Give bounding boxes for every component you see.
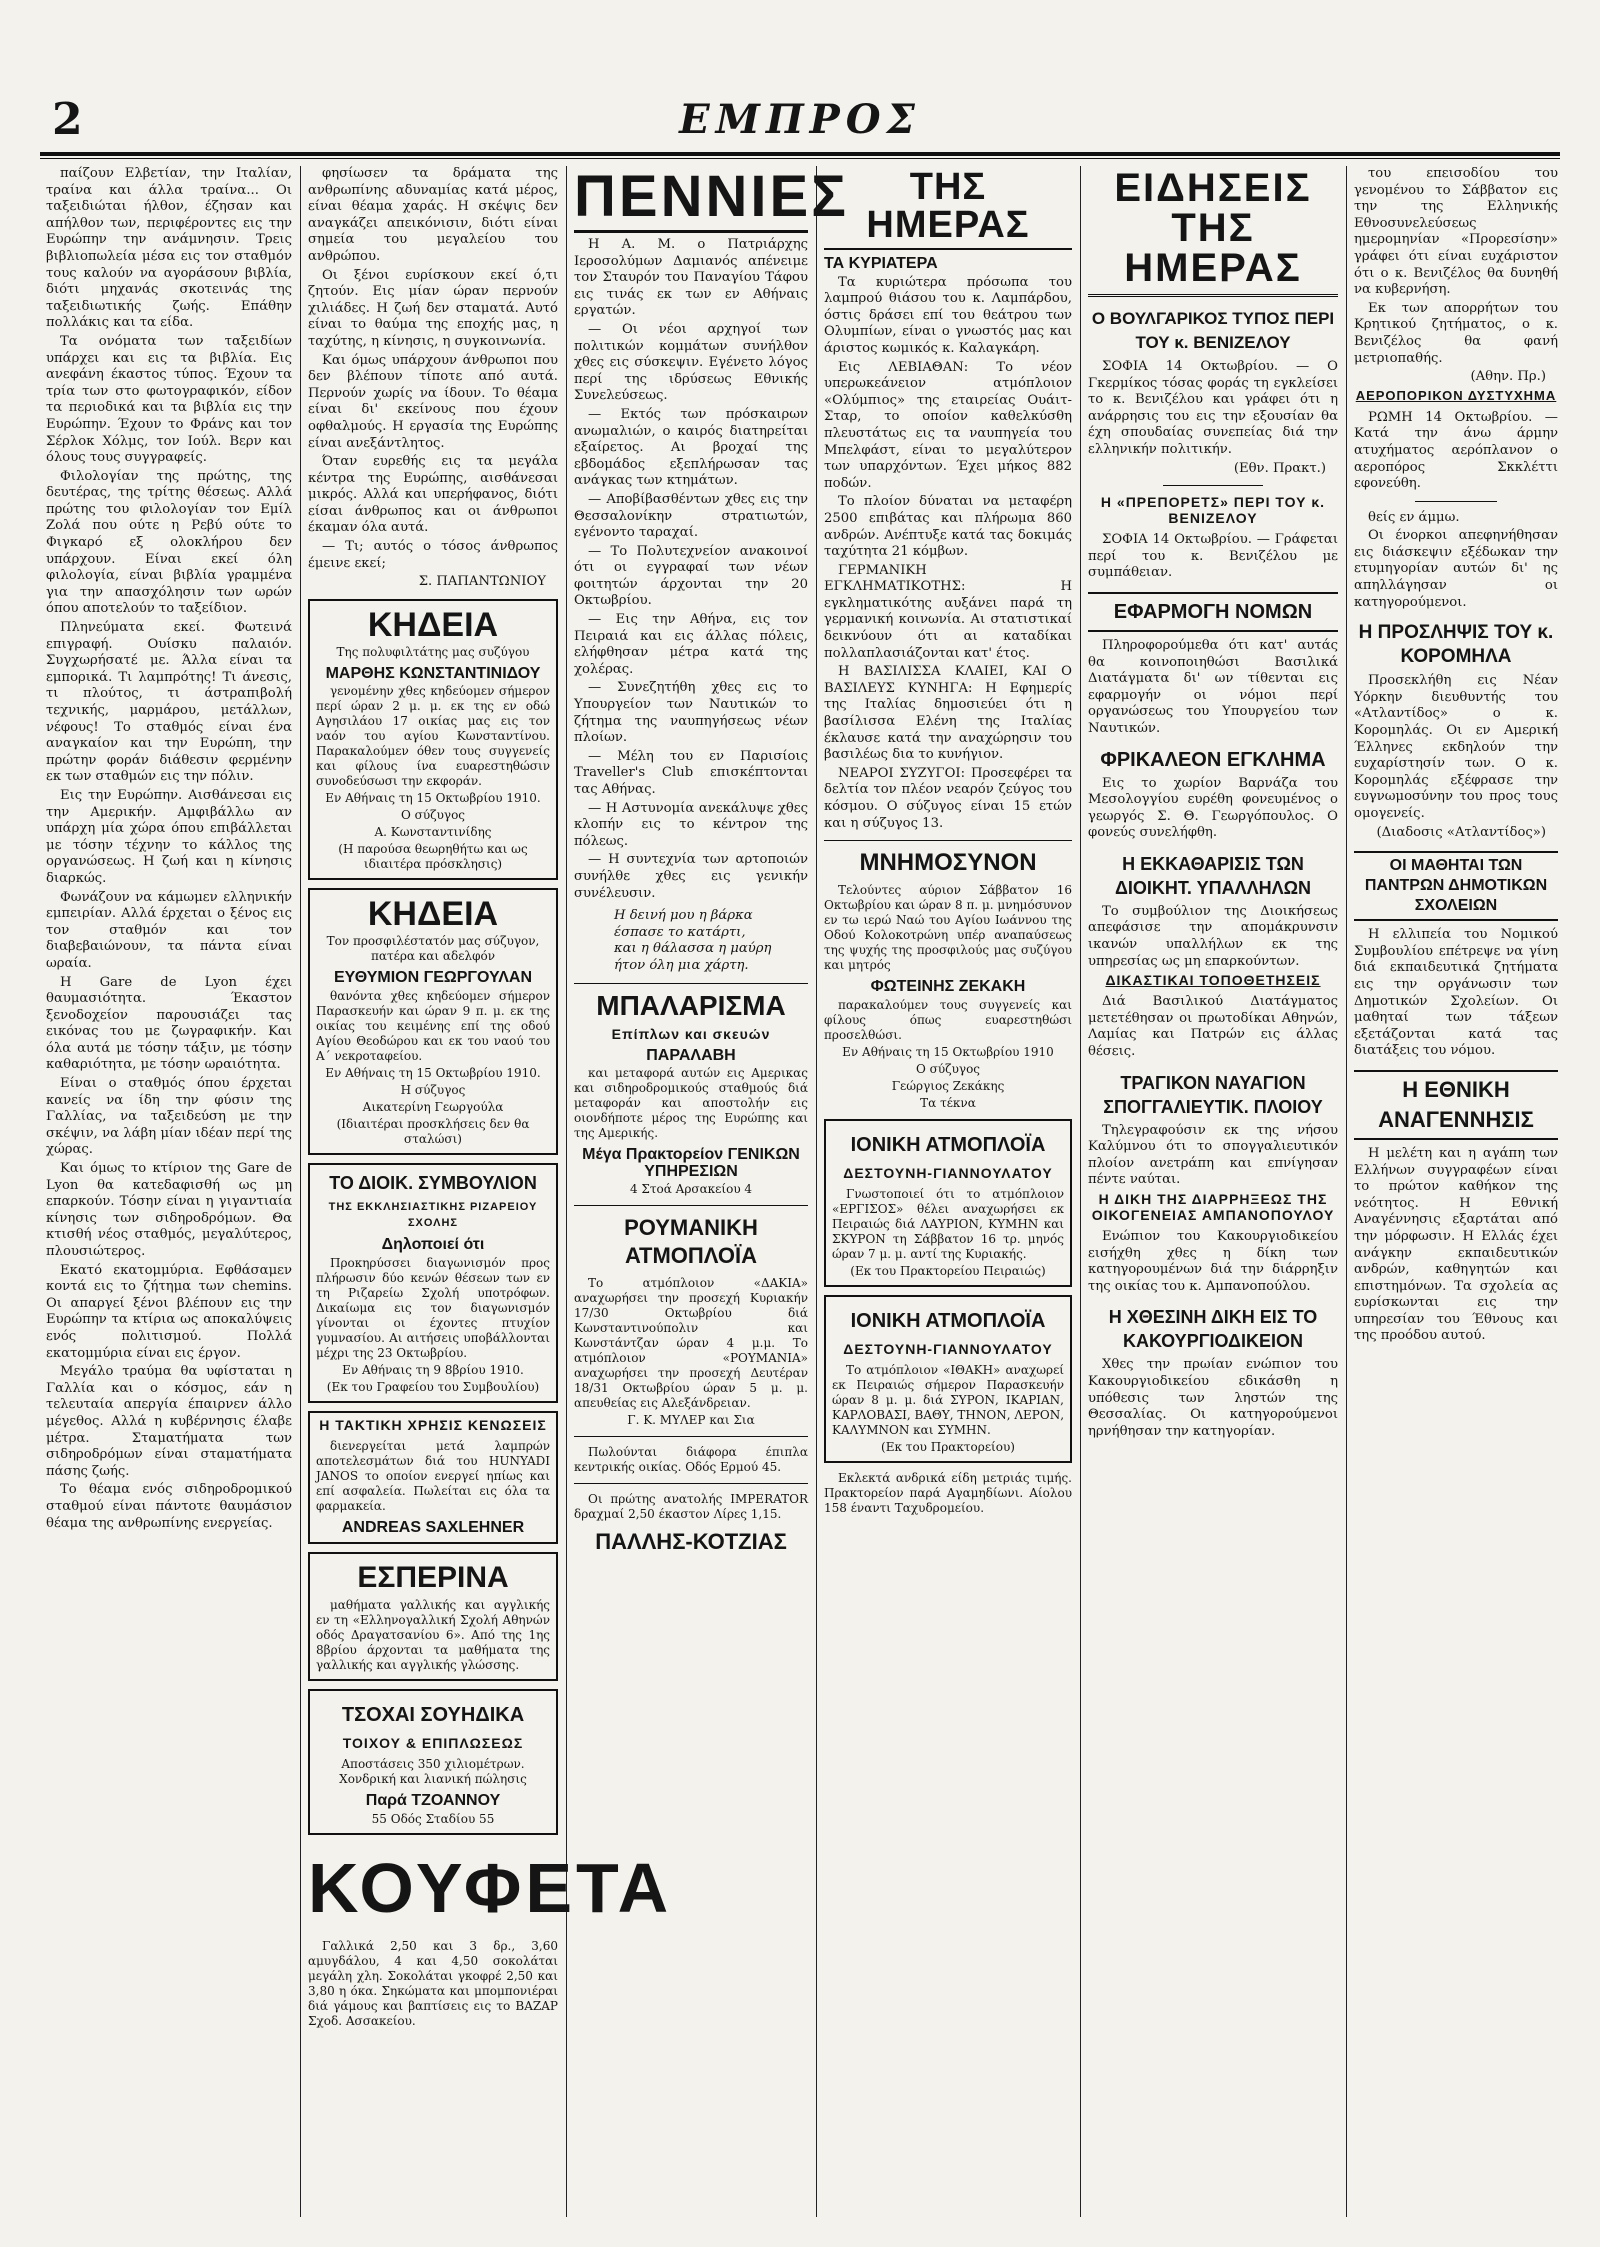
ad-subtitle: ΔΕΣΤΟΥΝΗ-ΓΙΑΝΝΟΥΛΑΤΟΥ: [843, 1340, 1053, 1357]
article-title: ΑΕΡΟΠΟΡΙΚΟΝ ΔΥΣΤΥΧΗΜΑ: [1355, 387, 1557, 403]
paragraph: Οι ξένοι ευρίσκουν εκεί ό,τι ζητούν. Εις μίαν ώραν περνούν χιλιάδες. Η ζωή δεν σταματά. Αυτό είναι το θαύμα της εποχής μας, η ταχύτης, η κίνησις, η συγκοινωνία.: [308, 267, 558, 349]
notice-date: Εν Αθήναις τη 15 Οκτωβρίου 1910.: [325, 791, 541, 806]
memorial-notice: [824, 849, 1072, 1111]
column-4: [824, 166, 1072, 2217]
notice-note: (Η παρούσα θεωρηθήτω και ως ιδιαιτέρα πρόσκλησις): [338, 842, 528, 872]
ad-body: Το ατμόπλοιον «ΔΑΚΙΑ» αναχωρήσει την προσεχή Κυριακήν 17/30 Οκτωβρίου διά Κωνσταντινούπολιν και Κωνστάντζαν ώραν 4 μ.μ. Το ατμόπλοιον «ΡΟΥΜΑΝΙΑ» αναχωρήσει την προσεχή Δευτέραν 18/31 Οκτωβρίου ώραν 5 μ. μ. απευθείας εις Αλεξάνδρειαν.: [574, 1276, 808, 1411]
ad-agent: Μέγα Πρακτορείον ΓΕΝΙΚΩΝ ΥΠΗΡΕΣΙΩΝ: [582, 1146, 800, 1180]
notice-body: παρακαλούμεν τους συγγενείς και φίλους όπως ευαρεστηθώσι προσελθώσι.: [824, 997, 1072, 1042]
ad-subtitle: ΤΟΙΧΟΥ & ΕΠΙΠΛΩΣΕΩΣ: [342, 1735, 524, 1752]
article-title: Η «ΠΡΕΠΟΡΕΤΣ» ΠΕΡΙ ΤΟΥ κ. ΒΕΝΙΖΕΛΟΥ: [1100, 494, 1326, 527]
advertisement: [308, 1411, 558, 1545]
paragraph: Τηλεγραφούσιν εκ της νήσου Καλύμνου ότι το σπογγαλιευτικόν πλοίον ανετράπη και επνίγησαν πέντε ναύται.: [1088, 1122, 1338, 1188]
paragraph: Φιλολογίαν της πρώτης, της δευτέρας, της τρίτης θέσεως. Αλλά πρώτης του φιλολογίαν τον Εμίλ Ζολά που ούτε η Ρεβύ ούτε το Φιγκαρό εξ ολοκλήρου δεν υπάρχουν. Είναι εκεί όλη φιλολογία, είναι βιβλία γραμμένα για την απασχόλησιν των ωρών όπου αποτελούν το ταξείδιον.: [46, 468, 292, 617]
paragraph: Φωνάζουν να κάμωμεν ελληνικήν εμπειρίαν. Αλλά έρχεται ο ξένος εις τον σταθμόν και τον διαβεβαιώνουν, τα πάντα είναι ωραία.: [46, 889, 292, 971]
advertisement: [308, 1552, 558, 1681]
article-title: Η ΔΙΚΗ ΤΗΣ ΔΙΑΡΡΗΞΕΩΣ ΤΗΣ ΟΙΚΟΓΕΝΕΙΑΣ ΑΜΠΑΝΟΠΟΥΛΟΥ: [1091, 1191, 1335, 1223]
author-signature: Σ. ΠΑΠΑΝΤΩΝΙΟΥ: [418, 574, 546, 590]
notice-title: ΚΗΔΕΙΑ: [367, 895, 499, 934]
paragraph: Τα κυριώτερα πρόσωπα του λαμπρού θιάσου του κ. Λαμπάρδου, όστις δράσει επί του θεάτρου των Ολυμπίων, είναι ο γνωστός μας και άριστος κωμικός κ. Καλαγκάρη.: [824, 274, 1072, 356]
notice-signer: Γεώργιος Ζεκάκης: [891, 1078, 1005, 1093]
paragraph: Και όμως το κτίριον της Gare de Lyon θα κατεδαφισθή ως μη επαρκούν. Τόσην είναι η γιγαντιαία κίνησις των σιδηροδρόμων. Θα κτισθή νέος σταθμός, μεγαλύτερος, πλουσιώτερος.: [46, 1161, 292, 1259]
ad-title: ΕΣΠΕΡΙΝΑ: [357, 1561, 509, 1595]
paragraph: Η ΒΑΣΙΛΙΣΣΑ ΚΛΑΙΕΙ, ΚΑΙ Ο ΒΑΣΙΛΕΥΣ ΚΥΝΗΓΑ: Η Εφημερίς της Ιταλίας δημοσιεύει ότι η βασίλισσα Ελένη της Ιταλίας έκλαυσε κατά την αναχώρησιν του βασιλέως δια το κυνήγιον.: [824, 664, 1072, 763]
ad-title: ΤΣΟΧΑΙ ΣΟΥΗΔΙΚΑ: [341, 1704, 525, 1727]
column-divider: [816, 166, 817, 2217]
ad-title: ΙΟΝΙΚΗ ΑΤΜΟΠΛΟΪΑ: [850, 1309, 1046, 1332]
classified: Πωλούνται διάφορα έπιπλα κεντρικής οικίας. Οδός Ερμού 45.: [574, 1445, 808, 1475]
deceased-name: ΜΑΡΘΗΣ ΚΩΝΣΤΑΝΤΙΝΙΔΟΥ: [325, 664, 541, 682]
divider: [574, 1436, 808, 1437]
ad-subtitle: Επίπλων και σκευών: [611, 1025, 771, 1042]
ad-body: Αποστάσεις 350 χιλιομέτρων. Χονδρική και λιανική πώλησις: [339, 1757, 527, 1787]
paragraph: θείς εν άμμω.: [1368, 509, 1460, 525]
advertisement: [824, 1119, 1072, 1287]
notice-body: θανόντα χθες κηδεύομεν σήμερον Παρασκευήν και ώραν 9 π. μ. εκ της οικίας του κειμένης επί της οδού Αγίου Θεοδώρου και εκ του ναού του Α΄ νεκροταφείου.: [316, 989, 550, 1064]
paragraph: Η μελέτη και η αγάπη των Ελλήνων συγγραφέων είναι το πρώτον καθήκον της νεότητος. Η Εθνική Αναγέννησις εξαρτάται από την μόρφωσιν. Η Ελλάς έχει ανάγκην εκπαιδευτικών ανδρών, καθηγητών και επιστημόνων. Τα σχολεία ας ευρίσκωνται εις την υπηρεσίαν του Έθνους και της προόδου αυτού.: [1354, 1145, 1558, 1344]
paragraph: — Η συντεχνία των αρτοποιών συνήλθε χθες εις γενικήν συνέλευσιν.: [574, 852, 808, 901]
source: (Διαδοσις «Ατλαντίδος»): [1376, 824, 1546, 840]
notice-date: Εν Αθήναις τη 15 Οκτωβρίου 1910.: [325, 1066, 541, 1081]
divider: [574, 983, 808, 984]
paragraph: Πληνεύματα εκεί. Φωτεινά επιγραφή. Ουίσκυ παλαιόν. Συγχωρήσατέ με. Άλλα είναι τα εμπορικά. Τι λαμπρότης! Τι άνεσις, τι πλούτος, τι άστραπιβολή τεχνικής, μαρμάρου, μετάλλων, νέφους! Το σταθμός είναι ένα αναγκαίον και την Ευρώπη, την πρώτην φοράν διάθεσιν φερμένην εκ των σταθμών εις την πόλιν.: [46, 620, 292, 785]
column-6: [1354, 166, 1558, 2217]
advertisement: [308, 1689, 558, 1835]
ad-heading: ΠΑΡΑΛΑΒΗ: [646, 1046, 736, 1064]
ad-title: ΠΑΛΛΗΣ-ΚΟΤΖΙΑΣ: [595, 1529, 787, 1555]
column-1: [46, 166, 292, 2217]
notice-role: Ο σύζυγος: [915, 1061, 981, 1076]
paragraph: Εις την Ευρώπην. Αισθάνεσαι εις την Αμερικήν. Αμφιβάλλω αν υπάρχη μία χώρα όπου επιβάλλεται με τόσην τέχνην το κάλλος της οργανώσεως. Η ζωή και η κίνησις διαρκώς.: [46, 787, 292, 886]
notice-title: ΜΝΗΜΟΣΥΝΟΝ: [859, 849, 1037, 877]
ad-body: Γνωστοποιεί ότι το ατμόπλοιον «ΕΡΓΙΣΟΣ» θέλει αναχωρήσει εκ Πειραιώς διά ΛΑΥΡΙΟΝ, ΚΥΜΗΝ και ΣΚΥΡΟΝ τη Σάββατον 16 τρ. μηνός ώραν 7 μ. μ. αντί της Κυριακής.: [832, 1186, 1064, 1261]
paragraph: Ενώπιον του Κακουργιοδικείου εισήχθη χθες η δίκη των κατηγορουμένων διά την διάρρηξιν της οικίας του κ. Αμπανοπούλου.: [1088, 1229, 1338, 1294]
source: (Εθν. Πρακτ.): [1233, 460, 1326, 476]
paragraph: Οι ένορκοι απεφηνήθησαν εις διάσκεψιν εξέδωκαν την ετυμηγορίαν αυτών δι' ης απηλλάγησαν οι κατηγορούμενοι.: [1354, 528, 1558, 610]
ad-body: και μεταφορά αυτών εις Αμερικας και σιδηροδρομικούς σταθμούς διά μεταφοράν και αποστολήν εις οιονδήποτε μέρος της Ευρώπης και της Αμερικής.: [574, 1066, 808, 1141]
ad-body: μαθήματα γαλλικής και αγγλικής εν τη «Ελληνογαλλική Σχολή Αθηνών οδός Δραγατσανίου 6». Από της 1ης 8βρίου άρχονται τα μαθήματα της γαλλικής και αγγλικής γλώσσης.: [316, 1598, 550, 1673]
paragraph: Πληροφορούμεθα ότι κατ' αυτάς θα κοινοποιηθώσι Βασιλικά Διατάγματα δι' ων τίθενται εις εφαρμογήν οι νόμοι περί οργανώσεως του Υπουργείου των Ναυτικών.: [1088, 637, 1338, 736]
divider: [1163, 485, 1263, 486]
funeral-notice: [308, 888, 558, 1155]
paragraph: Το συμβούλιον της Διοικήσεως απεφάσισε την απομάκρυνσιν ικανών υπαλλήλων εκ της υπηρεσίας ως μη επαρκούντων.: [1088, 903, 1338, 969]
ad-title: ΚΟΥΦΕΤΑ: [308, 1848, 673, 1927]
newspaper-title: ΕΜΠΡΟΣ: [679, 96, 921, 143]
paragraph: — Εις την Αθήνα, εις τον Πειραιά και εις άλλας πόλεις, ελήφθησαν μέτρα κατά της χολέρας.: [574, 612, 808, 677]
article-title: ΦΡΙΚΑΛΕΟΝ ΕΓΚΛΗΜΑ: [1100, 748, 1326, 771]
notice-subtitle: ΤΗΣ ΕΚΚΛΗΣΙΑΣΤΙΚΗΣ ΡΙΖΑΡΕΙΟΥ ΣΧΟΛΗΣ: [328, 1201, 538, 1230]
paragraph: — Το Πολυτεχνείον ανακοινοί ότι οι εγγραφαί των νέων φοιτητών άρχονται την 20 Οκτωβρίου.: [574, 543, 808, 609]
notice-from: (Εκ του Γραφείου του Συμβουλίου): [326, 1379, 540, 1394]
paragraph: Είναι ο σταθμός όπου έρχεται κανείς να ίδη την φύσιν της Γαλλίας, να ταξειδεύση με την σκέψιν, να λάβη μίαν ιδέαν περί της χώρας.: [46, 1076, 292, 1158]
ad-title: Η ΤΑΚΤΙΚΗ ΧΡΗΣΙΣ ΚΕΝΩΣΕΙΣ: [319, 1416, 547, 1433]
notice-title: ΤΟ ΔΙΟΙΚ. ΣΥΜΒΟΥΛΙΟΝ: [329, 1173, 537, 1194]
divider: [824, 840, 1072, 841]
ad-from: (Εκ του Πρακτορείου Πειραιώς): [850, 1263, 1046, 1278]
ad-from: (Εκ του Πρακτορείου): [881, 1439, 1015, 1454]
paragraph: Προσεκλήθη εις Νέαν Υόρκην διευθυντής του «Ατλαντίδος» ο κ. Κορομηλάς. Οι εν Αμερική Έλληνες εκδηλούν την ευχαρίστησίν των. Ο κ. Κορομηλάς εξέφρασε την ευγνωμοσύνην του προς τους ομογενείς.: [1354, 673, 1558, 821]
notice-date: Εν Αθήναις τη 9 8βρίου 1910.: [342, 1362, 524, 1377]
masthead: [40, 92, 1560, 156]
paragraph: — Εκτός των πρόσκαιρων ανωμαλιών, ο καιρός διατηρείται εξαίρετος. Αι βροχαί της εβδομάδος εξεπλήρωσαν τας ανάγκας των κτημάτων.: [574, 406, 808, 489]
paragraph: Εκ των απορρήτων του Κρητικού ζητήματος, ο κ. Βενιζέλος θα φανή μετριοπαθής.: [1354, 300, 1558, 366]
source: (Αθην. Πρ.): [1470, 369, 1546, 385]
paragraph: ΣΟΦΙΑ 14 Οκτωβρίου. — Γράφεται περί του κ. Βενιζέλου με συμπάθειαν.: [1088, 532, 1338, 581]
classified: Οι πρώτης ανατολής IMPERATOR δραχμαί 2,50 έκαστον Λίρες 1,15.: [574, 1492, 808, 1522]
notice-signer: Α. Κωνσταντινίδης: [374, 825, 492, 840]
advertisement: [308, 1843, 673, 2029]
funeral-notice: [308, 599, 558, 881]
column-3: [574, 164, 849, 2217]
classified: Εκλεκτά ανδρικά είδη μετριάς τιμής. Πρακτορείον παρά Αγαμηδίωνι. Αίολου 158 έναντι Ταχυδρομείου.: [824, 1470, 1072, 1515]
page-number: 2: [52, 94, 83, 145]
article-title: Ο ΒΟΥΛΓΑΡΙΚΟΣ ΤΥΠΟΣ ΠΕΡΙ ΤΟΥ κ. ΒΕΝΙΖΕΛΟΥ: [1091, 309, 1335, 352]
paragraph: Μεγάλο τραύμα θα υφίσταται η Γαλλία και ο κόσμος, εάν η τελευταία απεργία έπαιρνεν άλλο μέγεθος. Αλλά η κυβέρνησις έλαβε μέτρα. Σταματήματα των σιδηροδρόμων είναι σταματήματα πάσης ζωής.: [46, 1364, 292, 1479]
ad-body: Γαλλικά 2,50 και 3 δρ., 3,60 αμυγδάλου, 4 και 4,50 σοκολάται μεγάλη χλη. Σοκολάται γκοφρέ 2,50 και 3,80 η όκα. Σηκώματα και μπομπονιέραι διά γάμους και βαπτίσεις εις το ΒΑΖΑΡ Σχοδ. Ασσακείου.: [308, 1938, 558, 2028]
divider: [574, 1205, 808, 1206]
ad-address: 4 Στοά Αρσακείου 4: [629, 1182, 753, 1197]
ad-body: διενεργείται μετά λαμπρών αποτελεσμάτων διά του HUNYADI JANOS το οποίον ενεργεί ηπίως και επί ασφαλεία. Πωλείται εις όλα τα φαρμακεία.: [316, 1438, 550, 1513]
notice-heading: Δηλοποιεί ότι: [381, 1236, 485, 1254]
paragraph: Εκατό εκατομμύρια. Εφθάσαμεν κοντά εις το ζήτημα των chemins. Οι απαργεί ξένοι βλέπουν εις την Ευρώπην τα κτίρια ως αποκαλύψεις ενός πολιτισμού. Πολλά εκατομμύρια είναι εις έργον.: [46, 1262, 292, 1361]
paragraph: Η Gare de Lyon έχει θαυμασιότητα. Έκαστον ξενοδοχείον παρουσιάζει τας εικόνας του με ζωγραφικήν. Και όλα αυτά με τόσην τάξιν, με τόσην καθαριότητα, με τόσην ωραιότητα.: [46, 974, 292, 1073]
notice-subtitle: Της πολυφιλτάτης μας συζύγου: [336, 644, 530, 659]
notice-children: Τα τέκνα: [920, 1095, 976, 1110]
advertisement: [824, 1295, 1072, 1463]
paragraph: — Οι νέοι αρχηγοί των πολιτικών κομμάτων συνήλθον χθες εις σύσκεψιν. Εγένετο λόγος περί της ιδρύσεως Εθνικής Συνελεύσεως.: [574, 321, 808, 404]
paragraph: ΓΕΡΜΑΝΙΚΗ ΕΓΚΛΗΜΑΤΙΚΟΤΗΣ: Η εγκληματικότης αυξάνει παρά τη γερμανική κοινωνία. Αι στατιστικαί δεικνύουν ότι αι καταδίκαι πολλαπλασιάζονται κατ' έτος.: [824, 562, 1072, 661]
paragraph: — Μέλη του εν Παρισίοις Traveller's Club επισκέπτονται τας Αθήνας.: [574, 748, 808, 797]
notice-body: Προκηρύσσει διαγωνισμόν προς πλήρωσιν δύο κενών θέσεων των εν τη Ριζαρείω Σχολή υποτρόφων. Δικαίωμα εις τον διαγωνισμόν γίνονται οι έχοντες πτυχίον γυμνασίου. Αι αιτήσεις υποβάλλονται μέχρι της 23 Οκτωβρίου.: [316, 1255, 550, 1360]
ad-title: ΙΟΝΙΚΗ ΑΤΜΟΠΛΟΪΑ: [850, 1133, 1046, 1156]
article-title: ΕΦΑΡΜΟΓΗ ΝΟΜΩΝ: [1088, 592, 1338, 632]
ad-brand: ANDREAS SAXLEHNER: [341, 1518, 525, 1536]
article-title: Η ΧΘΕΣΙΝΗ ΔΙΚΗ ΕΙΣ ΤΟ ΚΑΚΟΥΡΓΙΟΔΙΚΕΙΟΝ: [1108, 1307, 1318, 1352]
column-divider: [1080, 166, 1081, 2217]
paragraph: Τα ονόματα των ταξειδίων υπάρχει και εις τα βιβλία. Εις ανεφάνη έκαστος τύπος. Έχουν τα τρία των στο φωτογραφικόν, είδον τα περιοδικά και τα βιβλία εις την Ευρώπην. Έχουν το Φράνς και τον Σέρλοκ Χόλμς, τον Ιούλ. Βερν και όλους τους συγγραφείς.: [46, 333, 292, 466]
poem: [614, 908, 808, 974]
column-divider: [1346, 166, 1347, 2217]
poem-line: έσπασε το κατάρτι,: [614, 924, 746, 940]
paragraph: φησίωσεν τα δράματα της ανθρωπίνης αδυναμίας κατά μέρος, είναι θέαμα χαράς. Η σκέψις δεν αναγκάζει απεικόνισιν, διότι είναι σημεία του μεγαλείου του ανθρώπου.: [308, 166, 558, 264]
paragraph: ΡΩΜΗ 14 Οκτωβρίου. — Κατά την άνω άρμην ατυχήματος αερόπλανον ο αεροπόρος Σκκλέττι εφονεύθη.: [1354, 409, 1558, 492]
notice-role: Η σύζυγος: [400, 1083, 466, 1098]
section-heading: ΠΕΝΝΙΕΣ: [574, 168, 808, 233]
article-title: Η ΕΚΚΑΘΑΡΙΣΙΣ ΤΩΝ ΔΙΟΙΚΗΤ. ΥΠΑΛΛΗΛΩΝ: [1114, 853, 1312, 898]
paragraph: Όταν ευρεθής εις τα μεγάλα κέντρα της Ευρώπης, αισθάνεσαι μικρός. Αλλά και υπερήφανος, διότι είσαι άνθρωπος και οι άνθρωποι έκαμαν όλα αυτά.: [308, 454, 558, 536]
ad-body: Το ατμόπλοιον «ΙΘΑΚΗ» αναχωρεί εκ Πειραιώς σήμερον Παρασκευήν ώραν 8 μ. μ. διά ΣΥΡΟΝ, ΙΚΑΡΙΑΝ, ΚΑΡΛΟΒΑΣΙ, ΒΑΘΥ, ΤΗΝΟΝ, ΛΕΡΟΝ, ΚΑΛΥΜΝΟΝ και ΣΥΜΗΝ.: [832, 1362, 1065, 1437]
notice-role: Ο σύζυγος: [400, 808, 466, 823]
article-title: ΟΙ ΜΑΘΗΤΑΙ ΤΩΝ ΠΑΝΤΡΩΝ ΔΗΜΟΤΙΚΩΝ ΣΧΟΛΕΙΩΝ: [1354, 851, 1558, 921]
deceased-name: ΕΥΘΥΜΙΟΝ ΓΕΩΡΓΟΥΛΑΝ: [333, 969, 533, 987]
ad-agent: Γ. Κ. ΜΥΛΕΡ και Σια: [627, 1413, 755, 1428]
article-title: ΔΙΚΑΣΤΙΚΑΙ ΤΟΠΟΘΕΤΗΣΕΙΣ: [1105, 972, 1321, 989]
paragraph: του επεισοδίου του γενομένου το Σάββατον εις την της Ελληνικής Εθνοσυνελεύσεως ημερομηνίαν «Προρεσίσην» γράφει ότι είναι ευχάριστον ότι ο κ. Βενιζέλος θα δυνηθή να κυβερνήση.: [1354, 166, 1558, 298]
advertisement: [574, 1214, 808, 1428]
poem-line: Η δεινή μου η βάρκα: [614, 908, 753, 924]
paragraph: — Συνεζητήθη χθες εις το Υπουργείον των Ναυτικών το ζήτημα της ναυπηγήσεως νέων πλοίων.: [574, 680, 808, 746]
deceased-name: ΦΩΤΕΙΝΗΣ ΖΕΚΑΚΗ: [870, 978, 1026, 996]
masthead-rule: [40, 158, 1560, 159]
notice-signer: Αικατερίνη Γεωργούλα: [362, 1100, 504, 1115]
section-heading: ΤΗΣ ΗΜΕΡΑΣ: [824, 168, 1072, 250]
paragraph: Το πλοίον δύναται να μεταφέρη 2500 επιβάτας και πλήρωμα 860 ανδρών. Ανέπτυξε κατά τας δοκιμάς ταχύτητα 21 κόμβων.: [824, 494, 1072, 560]
divider: [1415, 501, 1497, 502]
paragraph: παίζουν Ελβετίαν, την Ιταλίαν, τραίνα και άλλα τραίνα... Οι ταξειδιώται ήλθον, έζησαν και απήλθον των, περιφέροντες εις την Ευρώπην την ανάμνησιν. Τρεις βιβλιοπωλεία μέσα εις τον σταθμόν τους καλούν να αγοράσουν βιβλία, διότι μηχανάς σκοτεινάς της ταξειδιωτικής ζωής. Επάθην πολλάκις και τα είδα.: [46, 166, 292, 331]
paragraph: ΝΕΑΡΟΙ ΣΥΖΥΓΟΙ: Προσεφέρει τα δελτία τον πλέον νεαρόν ζεύγος του κόσμου. Ο σύζυγος είναι 15 ετών και η σύζυγος 13.: [824, 765, 1072, 831]
paragraph: ΣΟΦΙΑ 14 Οκτωβρίου. — Ο Γκερμίκος τόσας φοράς τη εγκλείσει το κ. Βενιζέλου και γράφει ότι η ανάρρησις του εις την εξουσίαν θα έχη σπουδαίας συνεπείας διά την ελληνικήν πολιτικήν.: [1088, 359, 1338, 457]
column-5: [1088, 166, 1338, 2217]
advertisement: [574, 989, 808, 1198]
paragraph: Η ελλιπεία του Νομικού Συμβουλίου επέτρεψε να γίνη διά εκπαιδευτικά ζητήματα εις την οργάνωσιν των Δημοτικών Σχολείων. Οι μαθηταί των τάξεων εξετάζονται κατά τας διατάξεις του νόμου.: [1354, 927, 1558, 1059]
divider: [574, 1483, 808, 1484]
paragraph: Η Α. Μ. ο Πατριάρχης Ιεροσολύμων Δαμιανός απένειμε τον Σταυρόν του Παναγίου Τάφου εις τινάς εκ των εν Αθήναις εργατών.: [574, 237, 808, 319]
paragraph: — Η Αστυνομία ανεκάλυψε χθες κλοπήν εις το κέντρον της πόλεως.: [574, 800, 808, 849]
paragraph: Χθες την πρωίαν ενώπιον του Κακουργιοδικείου εδικάσθη η υπόθεσις των ληστών της Θεσσαλίας. Οι κατηγορούμενοι ηρνήθησαν την κατηγορίαν.: [1088, 1357, 1338, 1439]
notice-date: Εν Αθήναις τη 15 Οκτωβρίου 1910: [842, 1044, 1054, 1059]
poem-line: και η θάλασσα η μαύρη: [614, 941, 772, 957]
paragraph: — Αποβίβασθέντων χθες εις την Θεσσαλονίκην στρατιωτών, εγένοντο ταραχαί.: [574, 491, 808, 541]
notice-body: γενομένην χθες κηδεύομεν σήμερον περί ώραν 2 μ. μ. εκ της εν οδώ Αγησιλάου 17 οικίας μας εις τον ναόν του αγίου Κωνσταντίνου. Παρακαλούμεν όθεν τους συγγενείς και φίλους ίνα ευαρεστηθώσιν συνοδεύσωσι την εκφοράν.: [316, 684, 550, 789]
article-title: ΤΡΑΓΙΚΟΝ ΝΑΥΑΓΙΟΝ ΣΠΟΓΓΑΛΙΕΥΤΙΚ. ΠΛΟΙΟΥ: [1103, 1072, 1323, 1117]
section-heading: ΕΙΔΗΣΕΙΣ ΤΗΣ ΗΜΕΡΑΣ: [1088, 168, 1338, 297]
article-title: ΤΑ ΚΥΡΙΑΤΕΡΑ: [824, 255, 938, 272]
notice-body: Τελούντες αύριον Σάββατον 16 Οκτωβρίου και ώραν 8 π. μ. μνημόσυνον εν τω ιερώ Ναώ του Αγίου Ιωάννου της Οδού Κολοκοτρώνη υπέρ αναπαύσεως της ψυχής της προσφιλούς μας συζύγου και μητρός: [824, 883, 1072, 973]
article-title: Η ΕΘΝΙΚΗ ΑΝΑΓΕΝΝΗΣΙΣ: [1354, 1070, 1558, 1140]
notice-title: ΚΗΔΕΙΑ: [367, 605, 499, 644]
notice-note: (Ιδιαιτέραι προσκλήσεις δεν θα σταλώσι): [336, 1117, 530, 1147]
paragraph: Και όμως υπάρχουν άνθρωποι που δεν βλέπουν τίποτε από αυτά. Περνούν χωρίς να ίδουν. Το θέαμα είναι δι' εκείνους που έχουν οφθαλμούς. Η εργασία της Ευρώπης είναι ανεξάντλητος.: [308, 352, 558, 451]
notice-subtitle: Τον προσφιλέστατόν μας σύζυγον, πατέρα και αδελφόν: [326, 934, 540, 964]
paragraph: Εις το χωρίον Βαρνάζα του Μεσολογγίου ευρέθη φονευμένος ο γεωργός Σ. Θ. Γεωργόπουλος. Ο φονεύς συνελήφθη.: [1088, 775, 1338, 841]
poem-line: ήτον όλη μια χάρτη.: [614, 957, 749, 973]
column-divider: [300, 166, 301, 2217]
article-title: Η ΠΡΟΣΛΗΨΙΣ ΤΟΥ κ. ΚΟΡΟΜΗΛΑ: [1358, 622, 1554, 668]
paragraph: — Τι; αυτός ο τόσος άνθρωπος έμεινε εκεί;: [308, 539, 558, 571]
ad-title: ΜΠΑΛΑΡΙΣΜΑ: [596, 989, 786, 1021]
paragraph: Διά Βασιλικού Διατάγματος μετετέθησαν οι πρωτοδίκαι Αθηνών, Λαμίας και Πατρών εις άλλας θέσεις.: [1088, 994, 1338, 1060]
ad-title: ΡΟΥΜΑΝΙΚΗ ΑΤΜΟΠΛΟΪΑ: [624, 1215, 758, 1269]
council-notice: [308, 1163, 558, 1403]
paragraph: Εις ΛΕΒΙΑΘΑΝ: Το νέον υπερωκεάνειον ατμόπλοιον «Ολύμπιος» της εταιρείας Ουάιτ-Σταρ, το οποίον καθελκύσθη πλευστάτως εις τα ναυπηγεία του Μπελφάστ, είναι το μεγαλύτερον των υπαρχόντων. Έχει μήκος 882 ποδών.: [824, 359, 1072, 491]
ad-address: 55 Οδός Σταδίου 55: [371, 1811, 495, 1826]
ad-subtitle: ΔΕΣΤΟΥΝΗ-ΓΙΑΝΝΟΥΛΑΤΟΥ: [843, 1164, 1053, 1181]
ad-store: Παρά ΤΖΟΑΝΝΟΥ: [365, 1792, 501, 1810]
paragraph: Το θέαμα ενός σιδηροδρομικού σταθμού είναι πάντοτε θαυμάσιον θέαμα της ανθρωπίνης ενεργείας.: [46, 1482, 292, 1531]
column-2: [308, 166, 673, 2217]
